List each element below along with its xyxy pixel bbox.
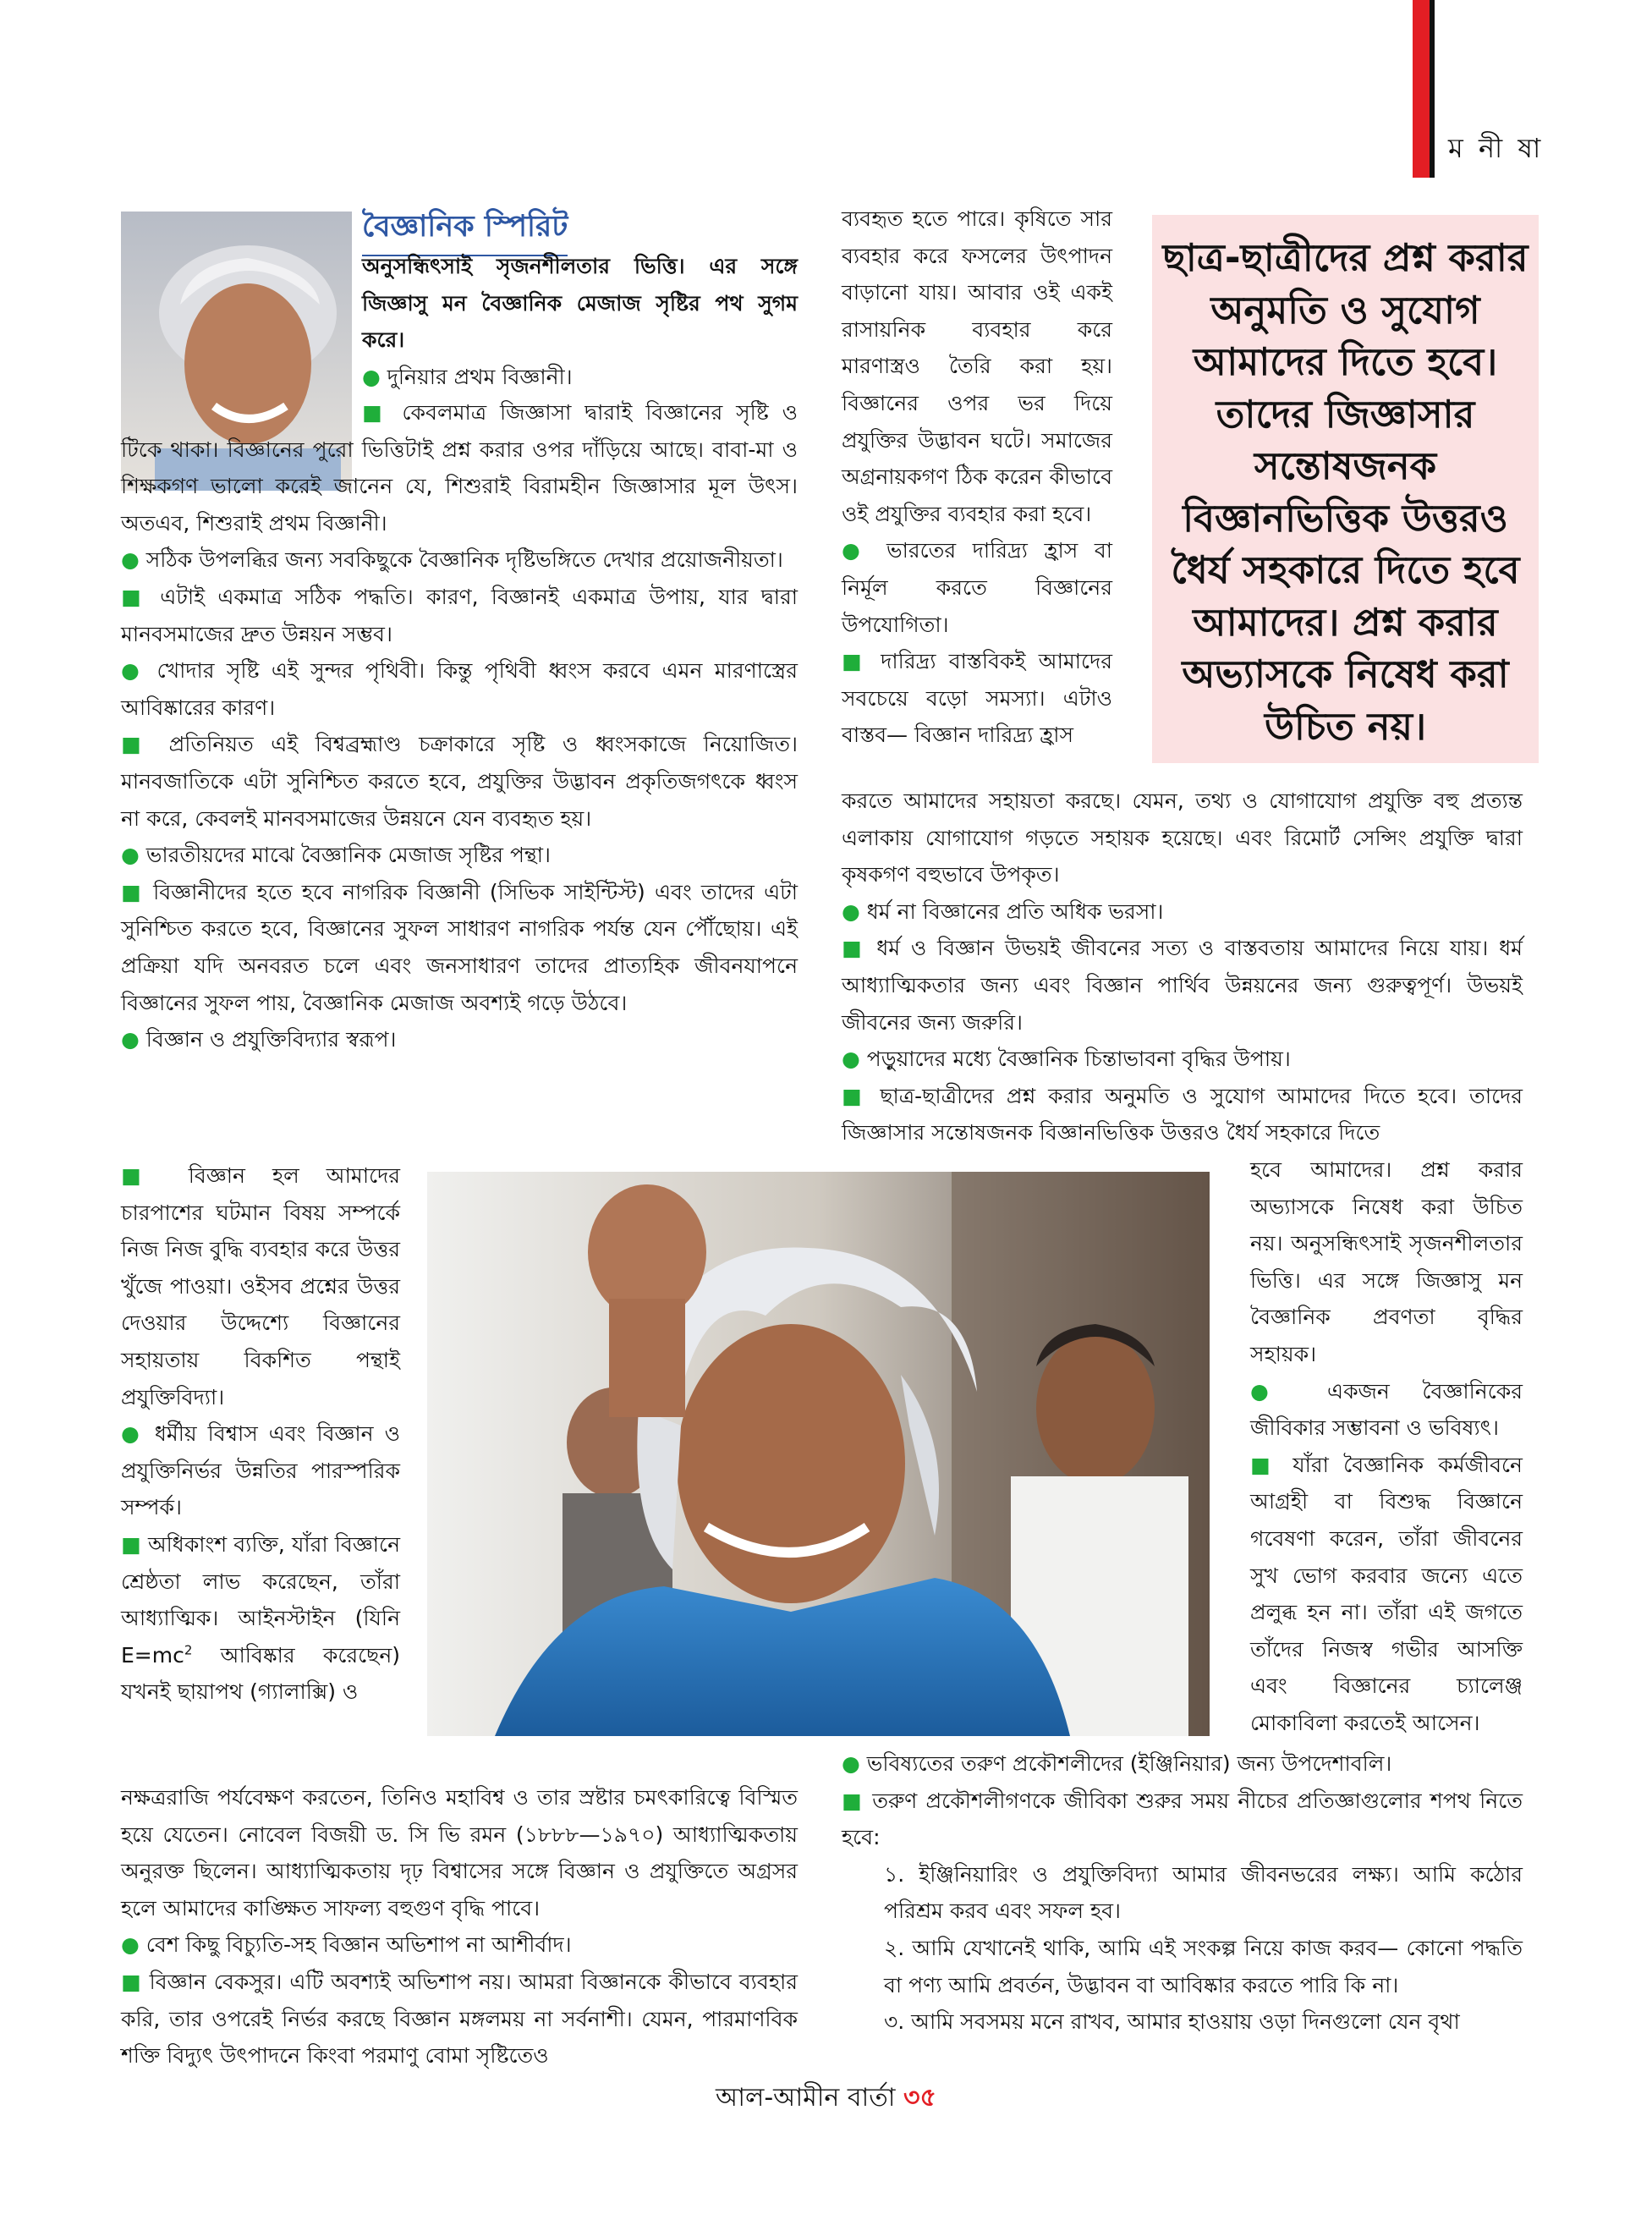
list-item: ■ এটাই একমাত্র সঠিক পদ্ধতি। কারণ, বিজ্ঞানই একমাত্র উপায়, যার দ্বারা মানবসমাজের দ্রুত উন্নয়ন সম্ভব। [121, 579, 798, 652]
list-item: ● ভবিষ্যতের তরুণ প্রকৌশলীদের (ইঞ্জিনিয়ার) জন্য উপদেশাবলি। [842, 1745, 1523, 1783]
list-item: ■ দারিদ্র্য বাস্তবিকই আমাদের সবচেয়ে বড়ো সমস্যা। এটাও বাস্তব— বিজ্ঞান দারিদ্র্য হ্রাস [842, 643, 1112, 754]
pledge-item: ১. ইঞ্জিনিয়ারিং ও প্রযুক্তিবিদ্যা আমার জীবনভরের লক্ষ্য। আমি কঠোর পরিশ্রম করব এবং সফল হব। [884, 1861, 1523, 1924]
list-item: ● খোদার সৃষ্টি এই সুন্দর পৃথিবী। কিন্তু পৃথিবী ধ্বংস করবে এমন মারণাস্ত্রের আবিষ্কারের কারণ। [121, 652, 798, 726]
list-item: ■ তরুণ প্রকৌশলীগণকে জীবিকা শুরুর সময় নীচের প্রতিজ্ঞাগুলোর শপথ নিতে হবে: [842, 1783, 1523, 1856]
list-item: ● বেশ কিছু বিচ্যুতি-সহ বিজ্ঞান অভিশাপ না আশীর্বাদ। [121, 1926, 798, 1964]
list-item: ● ভারতের দারিদ্র্য হ্রাস বা নির্মূল করতে বিজ্ঞানের উপযোগিতা। [842, 532, 1112, 643]
main-photo [427, 1172, 1210, 1736]
list-item: ● দুনিয়ার প্রথম বিজ্ঞানী। [362, 359, 798, 396]
column2-right [1250, 1151, 1523, 1742]
column1-narrow [121, 1157, 400, 1711]
list-item: ● পড়ুয়াদের মধ্যে বৈজ্ঞানিক চিন্তাভাবনা বৃদ্ধির উপায়। [842, 1041, 1523, 1078]
list-item: ■ প্রতিনিয়ত এই বিশ্বব্রহ্মাণ্ড চক্রাকারে সৃষ্টি ও ধ্বংসকাজে নিয়োজিত। মানবজাতিকে এটা সুনিশ্চিত করতে হবে, প্রযুক্তির উদ্ভাবন প্রকৃতিজগৎকে ধ্বংস না করে, কেবলই মানবসমাজের উন্নয়নে যেন ব্যবহৃত হয়। [121, 726, 798, 837]
list-item: ■ বিজ্ঞানীদের হতে হবে নাগরিক বিজ্ঞানী (সিভিক সাইন্টিস্ট) এবং তাদের এটা সুনিশ্চিত করতে হবে, বিজ্ঞানের সুফল সাধারণ নাগরিক পর্যন্ত যেন পৌঁছোয়। এই প্রক্রিয়া যদি অনবরত চলে এবং জনসাধারণ তাদের প্রাত্যহিক জীবনযাপনে বিজ্ঞানের সুফল পায়, বৈজ্ঞানিক মেজাজ অবশ্যই গড়ে উঠবে। [121, 874, 798, 1021]
page-footer [0, 2077, 1652, 2120]
column1-intro [362, 248, 798, 395]
list-item: ■ কেবলমাত্র জিজ্ঞাসা দ্বারাই বিজ্ঞানের সৃষ্টি ও টিকে থাকা। বিজ্ঞানের পুরো ভিত্তিটাই প্রশ্ন করার ওপর দাঁড়িয়ে আছে। বাবা-মা ও শিক্ষকগণ ভালো করেই জানেন যে, শিশুরাই বিরামহীন জিজ্ঞাসার মূল উৎস। অতএব, শিশুরাই প্রথম বিজ্ঞানী। [121, 394, 798, 541]
list-item: ● সঠিক উপলব্ধির জন্য সবকিছুকে বৈজ্ঞানিক দৃষ্টিভঙ্গিতে দেখার প্রয়োজনীয়তা। [121, 541, 798, 579]
column2-wide [842, 783, 1523, 1151]
paragraph: হবে আমাদের। প্রশ্ন করার অভ্যাসকে নিষেধ করা উচিত নয়। অনুসন্ধিৎসাই সৃজনশীলতার ভিত্তি। এর সঙ্গে জিজ্ঞাসু মন বৈজ্ঞানিক প্রবণতা বৃদ্ধির সহায়ক। [1250, 1157, 1523, 1366]
header-red-bar [1413, 0, 1430, 178]
header-black-bar [1430, 0, 1435, 178]
list-item: ● বিজ্ঞান ও প্রযুক্তিবিদ্যার স্বরূপ। [121, 1021, 798, 1058]
list-item: ■ বিজ্ঞান বেকসুর। এটি অবশ্যই অভিশাপ নয়। আমরা বিজ্ঞানকে কীভাবে ব্যবহার করি, তার ওপরেই নির্ভর করছে বিজ্ঞান মঙ্গলময় না সর্বনাশী। যেমন, পারমাণবিক শক্তি বিদ্যুৎ উৎপাদনে কিংবা পরমাণু বোমা সৃষ্টিতেও [121, 1964, 798, 2074]
list-item: ● ধর্মীয় বিশ্বাস এবং বিজ্ঞান ও প্রযুক্তিনির্ভর উন্নতির পারস্পরিক সম্পর্ক। [121, 1415, 400, 1526]
paragraph: নক্ষত্ররাজি পর্যবেক্ষণ করতেন, তিনিও মহাবিশ্ব ও তার স্রষ্টার চমৎকারিত্বে বিস্মিত হয়ে যেতেন। নোবেল বিজয়ী ড. সি ভি রমন (১৮৮৮—১৯৭০) আধ্যাত্মিকতায় অনুরক্ত ছিলেন। আধ্যাত্মিকতায় দৃঢ় বিশ্বাসের সঙ্গে বিজ্ঞান ও প্রযুক্তিতে অগ্রসর হলে আমাদের কাঙ্ক্ষিত সাফল্য বহুগুণ বৃদ্ধি পাবে। [121, 1785, 798, 1921]
publication-name: আল-আমীন বার্তা [716, 2083, 896, 2113]
pull-quote: ছাত্র-ছাত্রীদের প্রশ্ন করার অনুমতি ও সুযোগ আমাদের দিতে হবে। তাদের জিজ্ঞাসার সন্তোষজনক বিজ্ঞানভিত্তিক উত্তরও ধৈর্য সহকারে দিতে হবে আমাদের। প্রশ্ন করার অভ্যাসকে নিষেধ করা উচিত নয়। [1152, 215, 1539, 763]
list-item: ● ধর্ম না বিজ্ঞানের প্রতি অধিক ভরসা। [842, 893, 1523, 931]
list-item: ■ অধিকাংশ ব্যক্তি, যাঁরা বিজ্ঞানে শ্রেষ্ঠতা লাভ করেছেন, তাঁরা আধ্যাত্মিক। আইনস্টাইন (যিনি $E=mc^2$ আবিষ্কার করেছেন) যখনই ছায়াপথ (গ্যালাক্সি) ও [121, 1526, 400, 1711]
intro-paragraph: অনুসন্ধিৎসাই সৃজনশীলতার ভিত্তি। এর সঙ্গে জিজ্ঞাসু মন বৈজ্ঞানিক মেজাজ সৃষ্টির পথ সুগম করে। [362, 254, 798, 353]
pledge-item: ৩. আমি সবসময় মনে রাখব, আমার হাওয়ায় ওড়া দিনগুলো যেন বৃথা [884, 2009, 1460, 2035]
column1-body [121, 394, 798, 1058]
pledge-item: ২. আমি যেখানেই থাকি, আমি এই সংকল্প নিয়ে কাজ করব— কোনো পদ্ধতি বা পণ্য আমি প্রবর্তন, উদ্ভাবন বা আবিষ্কার করতে পারি কি না। [884, 1935, 1523, 1997]
list-item: ■ যাঁরা বৈজ্ঞানিক কর্মজীবনে আগ্রহী বা বিশুদ্ধ বিজ্ঞানে গবেষণা করেন, তাঁরা জীবনের সুখ ভোগ করবার জন্যে এতে প্রলুব্ধ হন না। তাঁরা এই জগতে তাঁদের নিজস্ব গভীর আসক্তি এবং বিজ্ঞানের চ্যালেঞ্জ মোকাবিলা করতেই আসেন। [1250, 1447, 1523, 1742]
column2-top [842, 201, 1112, 754]
paragraph: করতে আমাদের সহায়তা করছে। যেমন, তথ্য ও যোগাযোগ প্রযুক্তি বহু প্রত্যন্ত এলাকায় যোগাযোগ গড়তে সহায়ক হয়েছে। এবং রিমোর্ট সেন্সিং প্রযুক্তি দ্বারা কৃষকগণ বহুভাবে উপকৃত। [842, 789, 1523, 887]
list-item: ■ বিজ্ঞান হল আমাদের চারপাশের ঘটমান বিষয় সম্পর্কে নিজ নিজ বুদ্ধি ব্যবহার করে উত্তর খুঁজে পাওয়া। ওইসব প্রশ্নের উত্তর দেওয়ার উদ্দেশ্যে বিজ্ঞানের সহায়তায় বিকশিত পন্থাই প্রযুক্তিবিদ্যা। [121, 1157, 400, 1415]
paragraph: ব্যবহৃত হতে পারে। কৃষিতে সার ব্যবহার করে ফসলের উৎপাদন বাড়ানো যায়। আবার ওই একই রাসায়নিক ব্যবহার করে মারণাস্ত্রও তৈরি করা হয়। বিজ্ঞানের ওপর ভর দিয়ে প্রযুক্তির উদ্ভাবন ঘটে। সমাজের অগ্রনায়কগণ ঠিক করেন কীভাবে ওই প্রযুক্তির ব্যবহার করা হবে। [842, 206, 1112, 526]
article-title: বৈজ্ঞানিক স্পিরিট [362, 203, 568, 253]
column2-bottom [842, 1745, 1523, 2041]
section-label: ম নী ষা [1448, 132, 1545, 164]
column1-bottom [121, 1779, 798, 2074]
list-item: ■ ধর্ম ও বিজ্ঞান উভয়ই জীবনের সত্য ও বাস্তবতায় আমাদের নিয়ে যায়। ধর্ম আধ্যাত্মিকতার জন্য এবং বিজ্ঞান পার্থিব উন্নয়নের জন্য গুরুত্বপূর্ণ। উভয়ই জীবনের জন্য জরুরি। [842, 930, 1523, 1041]
list-item: ■ ছাত্র-ছাত্রীদের প্রশ্ন করার অনুমতি ও সুযোগ আমাদের দিতে হবে। তাদের জিজ্ঞাসার সন্তোষজনক বিজ্ঞানভিত্তিক উত্তরও ধৈর্য সহকারে দিতে [842, 1078, 1523, 1151]
page-number: ৩৫ [903, 2083, 936, 2113]
list-item: ● একজন বৈজ্ঞানিকের জীবিকার সম্ভাবনা ও ভবিষ্যৎ। [1250, 1373, 1523, 1447]
list-item: ● ভারতীয়দের মাঝে বৈজ্ঞানিক মেজাজ সৃষ্টির পন্থা। [121, 837, 798, 874]
